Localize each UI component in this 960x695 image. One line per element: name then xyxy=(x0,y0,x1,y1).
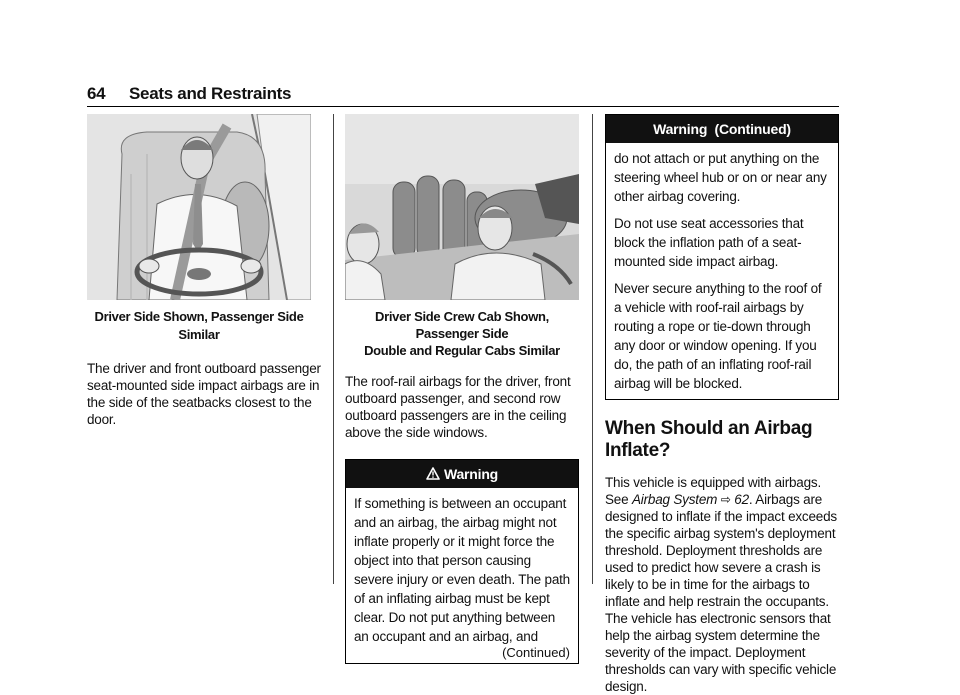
roof-rail-airbag-illustration xyxy=(345,114,579,300)
caption-line-1: Driver Side Crew Cab Shown, Passenger Side xyxy=(375,309,549,341)
roof-rail-paragraph: The roof-rail airbags for the driver, front outboard passenger, and second row outboard passengers are in the ceiling above the side windows. xyxy=(345,374,571,440)
warning-paragraph-2: Do not use seat accessories that block the inflation path of a seat-mounted side impact airbag. xyxy=(614,216,804,269)
crew-cab-illustration xyxy=(345,114,579,300)
warning-paragraph-3: Never secure anything to the roof of a vehicle with roof-rail airbags by routing a rope or tie-down through any door or window opening. If you do, the path of an inflating roof-rail airbag will be blocked. xyxy=(614,281,822,391)
seat-airbag-illustration xyxy=(87,114,311,300)
warning-text: If something is between an occupant and an airbag, the airbag might not inflate properly or it might force the object into that person causing severe injury or even death. The path of an inflating airbag must be kept clear. Do not put anything between an occupant and an airbag, and xyxy=(354,496,570,644)
page-header xyxy=(87,82,839,107)
section-title: Seats and Restraints xyxy=(129,84,292,103)
column-2 xyxy=(345,114,579,664)
column-divider-1 xyxy=(333,114,334,584)
warning-paragraph-1: do not attach or put anything on the steering wheel hub or on or near any other airbag covering. xyxy=(614,151,827,204)
column-1 xyxy=(87,114,323,428)
figure-caption: Driver Side Shown, Passenger Side Similar xyxy=(94,309,304,342)
column-3 xyxy=(605,114,839,695)
warning-triangle-icon xyxy=(426,461,440,489)
warning-title: Warning xyxy=(443,466,499,482)
side-airbag-paragraph: The driver and front outboard passenger seat-mounted side impact airbags are in the side of the seatbacks closest to the door. xyxy=(87,361,321,427)
para-text-2: . Airbags are designed to inflate if the impact exceeds the specific airbag system's deployment threshold. Deployment thresholds are used to predict how severe a crash is likely to be in time for the airbags to inflate and help restrain the occupants. The vehicle has electronic sensors that help the airbag system determine the severity of the impact. Deployment thresholds can vary with specific vehicle design. xyxy=(605,492,837,694)
warning-continued-header: Warning (Continued) xyxy=(606,115,838,143)
para-text-1: This vehicle is equipped with airbags. See xyxy=(605,475,822,507)
warning-header xyxy=(346,460,578,488)
continued-label: (Continued) xyxy=(502,645,570,660)
caption-line-2: Double and Regular Cabs Similar xyxy=(364,343,560,358)
warning-continued-body xyxy=(606,143,838,399)
page-ref-number[interactable]: 62 xyxy=(734,492,749,507)
page-ref-icon: ⇨ xyxy=(720,492,731,507)
warning-body xyxy=(346,488,578,663)
driver-seat-illustration xyxy=(87,114,311,300)
column-divider-2 xyxy=(592,114,593,584)
warning-box xyxy=(345,459,579,664)
page-number: 64 xyxy=(87,84,106,103)
figure-caption xyxy=(345,308,579,359)
airbag-system-link[interactable]: Airbag System xyxy=(631,492,718,507)
airbag-inflate-paragraph xyxy=(605,474,839,695)
warning-continued-box xyxy=(605,114,839,400)
section-heading: When Should an Airbag Inflate? xyxy=(605,418,813,461)
